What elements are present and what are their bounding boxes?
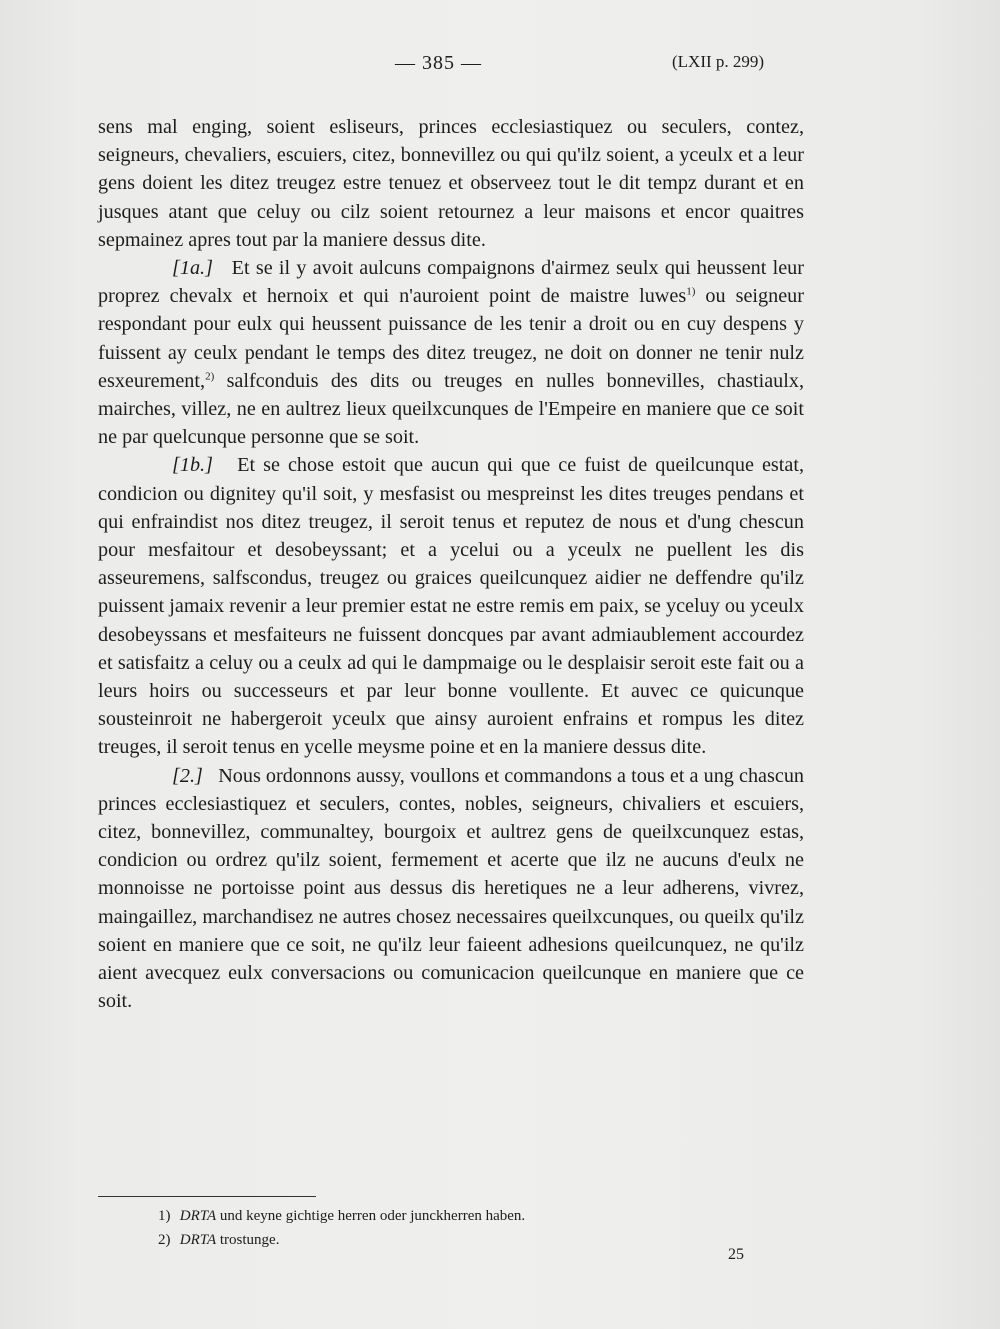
section-marker-1b: [1b.] (172, 454, 213, 477)
page-number: — 385 — (395, 52, 482, 74)
footnote-2 (158, 1228, 798, 1252)
footnote-ref-2: 2) (205, 370, 215, 383)
paragraph-text: ou seigneur respondant pour eulx qui heussent puissance de les tenir a droit ou en cuy despens y fuissent ay ceulx pendant le temps des ditez treugez, ne doit on donner ne tenir nulz esxeurement, (98, 285, 804, 392)
paragraph-1b (98, 451, 804, 761)
footnote-number: 1) (158, 1208, 171, 1224)
paragraph-text: Et se chose estoit que aucun qui que ce fuist de queilcunque estat, condicion ou dignitey qu'il soit, y mesfasist ou mespreinst les dites treuges pendans et qui enfraindist nos ditez treugez, il seroit tenus et reputez de nous et d'ung chescun pour mesfaitour et desobeyssant; et a ycelui ou a yceulx ne puellent les dis asseuremens, salfscondus, treugez ou graices queilcunquez aidier ne deffendre qu'ilz puissent jamaix revenir a leur premier estat ne estre remis em paix, se yceluy ou yceulx desobeyssans et mesfaiteurs ne fuissent doncques par avant admiaublement accourdez et satisfaitz a celuy ou a ceulx ad qui le dampmaige ou le desplaisir seroit este fait ou a leurs hoirs ou successeurs et par leur bonne voullente. Et auvec ce quicunque sousteinroit ne habergeroit yceulx que ainsy auroient enfrains et rompus les ditez treuges, il seroit tenus en ycelle meysme poine et en la maniere dessus dite. (98, 454, 804, 759)
paragraph-text: salfconduis des dits ou treuges en nulles bonnevilles, chastiaulx, mairches, villez, ne en aultrez lieux queilxcunques de l'Empeire en maniere que ce soit ne par quelcunque personne que se soit. (98, 369, 804, 449)
paragraph-text: sens mal enging, soient esliseurs, princes ecclesiastiquez ou seculers, contez, seigneurs, chevaliers, escuiers, citez, bonnevillez ou qui qu'ilz soient, a yceulx et a leur gens doient les ditez treugez estre tenuez et observeez tout le dit tempz durant et en jusques atant que celuy ou cilz soient retournez a leur maisons et encor quaitres sepmainez apres tout par la maniere dessus dite. (98, 116, 804, 251)
footnote-text: und keyne gichtige herren oder junckherren haben. (219, 1208, 526, 1224)
body-text (98, 113, 804, 1016)
paragraph-1a (98, 254, 804, 451)
footnotes (158, 1204, 798, 1252)
paragraph-text: Et se il y avoit aulcuns compaignons d'airmez seulx qui heussent leur proprez chevalx et hernoix et qui n'auroient point de maistre luwes (98, 257, 804, 308)
footnote-text: trostunge. (219, 1232, 280, 1248)
section-marker-2: [2.] (172, 764, 203, 787)
footnote-ref-1: 1) (686, 285, 696, 298)
footnote-1 (158, 1204, 798, 1228)
footnote-source: DRTA (179, 1208, 217, 1224)
footnote-divider (98, 1196, 316, 1197)
footnote-number: 2) (158, 1232, 171, 1248)
section-marker-1a: [1a.] (172, 257, 213, 280)
footnote-source: DRTA (179, 1232, 217, 1248)
paragraph-continuation (98, 113, 804, 254)
paragraph-text: Nous ordonnons aussy, voullons et commandons a tous et a ung chascun princes ecclesiastiquez et seculers, contes, nobles, seigneurs, chivaliers et escuiers, citez, bonnevillez, communaltey, bourgoix et aultrez gens de queilxcunquez estas, condicion ou ordrez qu'ilz soient, fermement et acerte que ilz ne aucuns d'eulx ne monnoisse ne portoisse point aus dessus dis heretiques ne a leur adherens, vivrez, maingaillez, marchandisez ne autres chosez necessaires queilxcunques, ou queilx qu'ilz soient en maniere que ce soit, ne qu'ilz leur faieent adhesions queilcunquez, ne qu'ilz aient avecquez eulx conversacions ou comunicacion queilcunque en maniere que ce soit. (98, 764, 805, 1013)
printer-signature: 25 (728, 1246, 744, 1263)
running-reference: (LXII p. 299) (672, 52, 765, 71)
paragraph-2 (98, 762, 804, 1016)
page-header (0, 52, 1000, 86)
